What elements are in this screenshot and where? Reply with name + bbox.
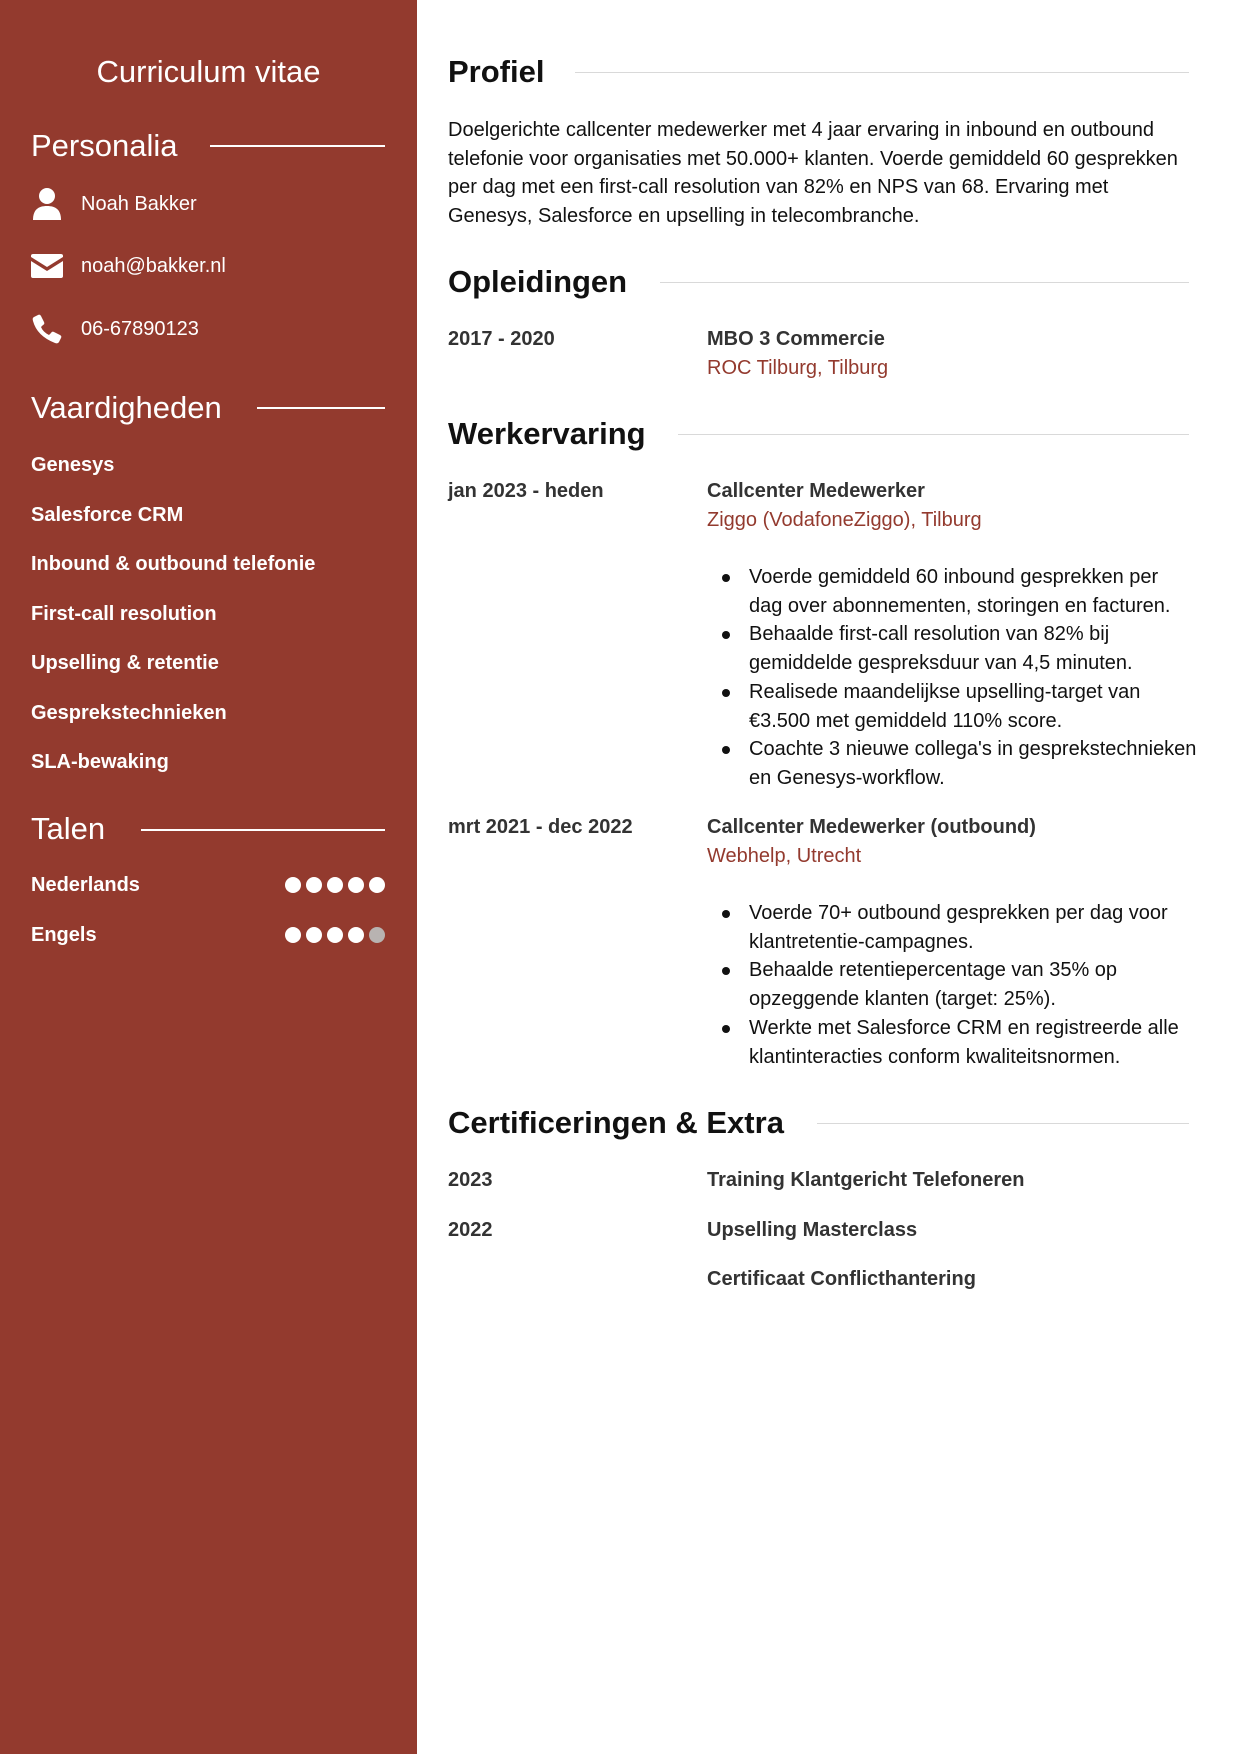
job-company: Webhelp, Utrecht	[707, 845, 862, 867]
certification-date: 2022	[448, 1219, 493, 1241]
certification-title: Upselling Masterclass	[707, 1219, 918, 1241]
skill-item: Salesforce CRM	[31, 504, 184, 526]
certifications-heading: Certificeringen & Extra	[448, 1105, 784, 1140]
experience-divider	[678, 434, 1189, 435]
list-item: Voerde gemiddeld 60 inbound gesprekken per dag over abonnementen, storingen en facturen.	[707, 563, 1197, 620]
personalia-divider	[210, 145, 385, 147]
job-date: jan 2023 - heden	[448, 480, 604, 502]
education-heading: Opleidingen	[448, 264, 628, 299]
certification-title: Certificaat Conflicthantering	[707, 1268, 976, 1290]
certification-title: Training Klantgericht Telefoneren	[707, 1169, 1025, 1191]
level-dot-filled	[327, 877, 343, 893]
languages-heading: Talen	[31, 811, 106, 846]
languages-divider	[141, 829, 385, 831]
skill-item: Gesprekstechnieken	[31, 702, 227, 724]
certification-date: 2023	[448, 1169, 493, 1191]
contact-name	[31, 186, 391, 222]
job-title: Callcenter Medewerker	[707, 480, 925, 502]
language-name: Engels	[31, 923, 97, 946]
user-icon	[31, 188, 63, 220]
language-level-dots	[285, 927, 385, 943]
job-bullets	[707, 899, 1197, 1071]
list-item: Werkte met Salesforce CRM en registreerde alle klantinteracties conform kwaliteitsnormen.	[707, 1014, 1197, 1071]
contact-phone	[31, 311, 391, 347]
profile-divider	[575, 72, 1189, 73]
skill-item: Genesys	[31, 454, 115, 476]
language-row	[31, 922, 385, 948]
level-dot-filled	[306, 927, 322, 943]
level-dot-filled	[327, 927, 343, 943]
job-date: mrt 2021 - dec 2022	[448, 816, 633, 838]
name-text: Noah Bakker	[81, 192, 197, 215]
education-divider	[660, 282, 1189, 283]
contact-email	[31, 248, 391, 284]
skill-item: SLA-bewaking	[31, 751, 169, 773]
language-level-dots	[285, 877, 385, 893]
language-name: Nederlands	[31, 873, 140, 896]
cv-title: Curriculum vitae	[96, 54, 321, 89]
list-item: Behaalde retentiepercentage van 35% op opzeggende klanten (target: 25%).	[707, 956, 1197, 1013]
certifications-divider	[817, 1123, 1189, 1124]
profile-heading: Profiel	[448, 54, 545, 89]
email-text[interactable]: noah@bakker.nl	[81, 254, 226, 277]
education-title: MBO 3 Commercie	[707, 328, 885, 350]
profile-text: Doelgerichte callcenter medewerker met 4 jaar ervaring in inbound en outbound telefonie voor organisaties met 50.000+ klanten. Voerde gemiddeld 60 gesprekken per dag met een first-call resolution van 82% en NPS van 68. Ervaring met Genesys, Salesforce en upselling in telecombranche.	[448, 119, 1178, 227]
sidebar	[0, 0, 417, 1754]
personalia-heading: Personalia	[31, 128, 178, 163]
skills-divider	[257, 407, 385, 409]
education-institution: ROC Tilburg, Tilburg	[707, 357, 889, 379]
phone-icon	[31, 313, 63, 345]
level-dot-empty	[369, 927, 385, 943]
level-dot-filled	[348, 877, 364, 893]
experience-heading: Werkervaring	[448, 416, 646, 451]
skill-item: First-call resolution	[31, 603, 217, 625]
language-row	[31, 872, 385, 898]
skill-item: Inbound & outbound telefonie	[31, 553, 316, 575]
level-dot-filled	[306, 877, 322, 893]
level-dot-filled	[369, 877, 385, 893]
job-company: Ziggo (VodafoneZiggo), Tilburg	[707, 509, 982, 531]
level-dot-filled	[348, 927, 364, 943]
list-item: Coachte 3 nieuwe collega's in gesprekstechnieken en Genesys-workflow.	[707, 735, 1197, 792]
list-item: Realisede maandelijkse upselling-target van €3.500 met gemiddeld 110% score.	[707, 678, 1197, 735]
level-dot-filled	[285, 927, 301, 943]
job-title: Callcenter Medewerker (outbound)	[707, 816, 1036, 838]
job-bullets	[707, 563, 1197, 793]
list-item: Voerde 70+ outbound gesprekken per dag voor klantretentie-campagnes.	[707, 899, 1197, 956]
skills-heading: Vaardigheden	[31, 390, 222, 425]
level-dot-filled	[285, 877, 301, 893]
list-item: Behaalde first-call resolution van 82% bij gemiddelde gespreksduur van 4,5 minuten.	[707, 620, 1197, 677]
education-date: 2017 - 2020	[448, 328, 555, 350]
envelope-icon	[31, 250, 63, 282]
skill-item: Upselling & retentie	[31, 652, 219, 674]
phone-text[interactable]: 06-67890123	[81, 317, 199, 340]
